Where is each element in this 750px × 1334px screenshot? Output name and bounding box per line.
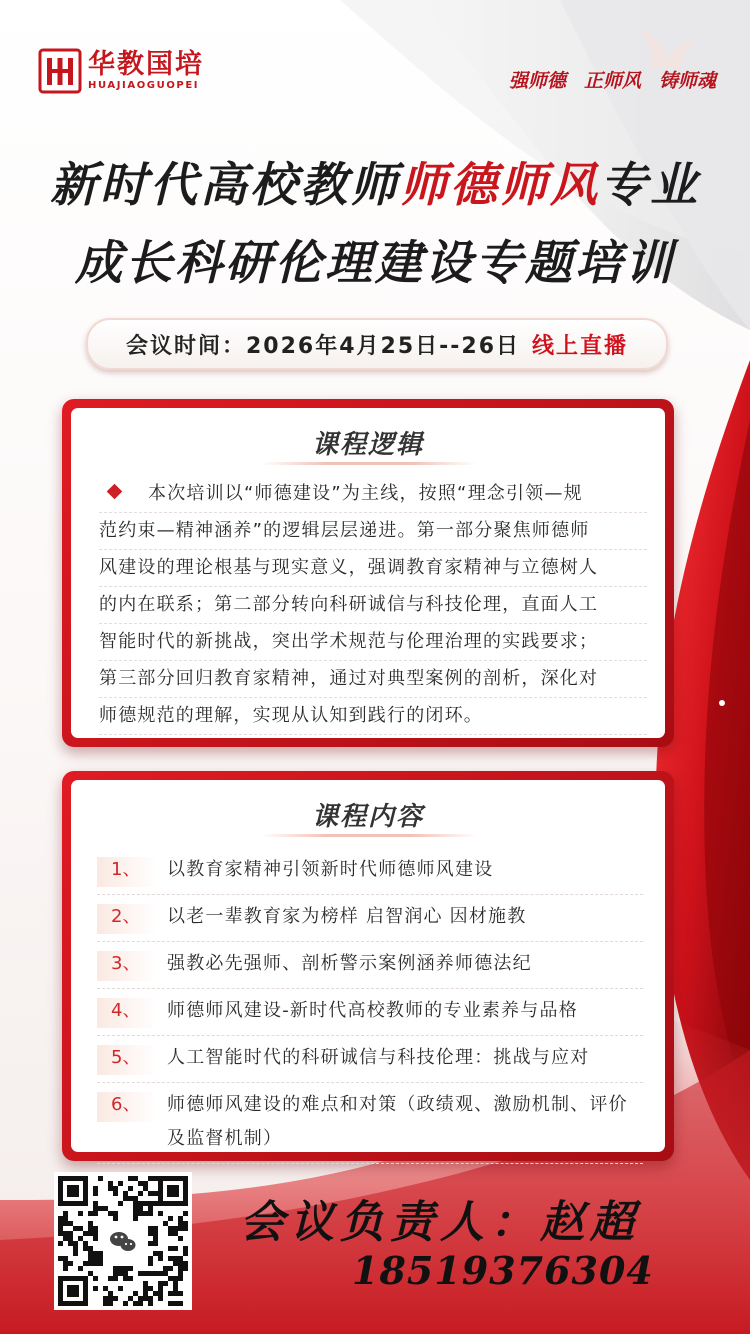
item-text: 师德师风建设-新时代高校教师的专业素养与品格 bbox=[167, 1000, 578, 1021]
slogan-3: 铸师魂 bbox=[658, 70, 716, 92]
title-line-1-pre: 新时代高校教师 bbox=[50, 158, 400, 213]
list-item bbox=[97, 895, 643, 942]
slogan-2: 正师风 bbox=[583, 70, 641, 92]
logic-line: 智能时代的新挑战，突出学术规范与伦理治理的实践要求； bbox=[99, 624, 647, 661]
logic-line: 范约束—精神涵养”的逻辑层层递进。第一部分聚焦师德师 bbox=[99, 513, 647, 550]
course-logic-title: 课程逻辑 bbox=[311, 430, 424, 460]
title-line-1 bbox=[0, 148, 750, 215]
title-underline bbox=[261, 834, 477, 837]
item-number: 2、 bbox=[97, 900, 167, 934]
wechat-qr-icon[interactable] bbox=[54, 1172, 192, 1310]
title-line-2: 成长科研伦理建设专题培训 bbox=[75, 236, 675, 291]
logo-mark-icon bbox=[38, 48, 82, 94]
contact-phone: 18519376304 bbox=[352, 1248, 654, 1293]
course-logic-body bbox=[99, 476, 647, 735]
logic-line: 师德规范的理解，实现从认知到践行的闭环。 bbox=[99, 698, 647, 735]
list-item bbox=[97, 848, 643, 895]
brand-name-en: HUAJIAOGUOPEI bbox=[88, 80, 200, 91]
title-highlight: 师德师风 bbox=[400, 158, 600, 213]
logic-line-text: 本次培训以“师德建设”为主线，按照“理念引领—规 bbox=[148, 483, 583, 504]
logic-line: 第三部分回归教育家精神，通过对典型案例的剖析，深化对 bbox=[99, 661, 647, 698]
item-number: 4、 bbox=[97, 994, 167, 1028]
item-number: 1、 bbox=[97, 853, 167, 887]
item-text: 以教育家精神引领新时代师德师风建设 bbox=[167, 859, 494, 880]
brand-name-cn: 华教国培 bbox=[88, 49, 204, 80]
list-item bbox=[97, 942, 643, 989]
course-content-list bbox=[97, 848, 643, 1164]
logic-line bbox=[99, 476, 647, 513]
slogan bbox=[509, 66, 716, 93]
title-line-1-post: 专业 bbox=[600, 158, 700, 213]
logic-line: 的内在联系；第二部分转向科研诚信与科技伦理，直面人工 bbox=[99, 587, 647, 624]
diamond-bullet-icon bbox=[107, 484, 123, 500]
slogan-1: 强师德 bbox=[508, 70, 566, 92]
brand-logo bbox=[38, 48, 204, 94]
meeting-label: 会议时间： bbox=[125, 333, 246, 359]
list-item bbox=[97, 1083, 643, 1164]
course-content-title: 课程内容 bbox=[311, 802, 424, 832]
list-item bbox=[97, 1036, 643, 1083]
logic-line: 风建设的理论根基与现实意义，强调教育家精神与立德树人 bbox=[99, 550, 647, 587]
meeting-time-bar bbox=[86, 318, 668, 370]
item-text: 人工智能时代的科研诚信与科技伦理：挑战与应对 bbox=[167, 1047, 590, 1068]
contact-person: 会议负责人：赵超 bbox=[240, 1197, 640, 1248]
meeting-date: 2026年4月25日--26日 bbox=[245, 333, 521, 359]
item-text: 师德师风建设的难点和对策（政绩观、激励机制、评价及监督机制） bbox=[167, 1094, 628, 1149]
item-number: 3、 bbox=[97, 947, 167, 981]
item-text: 强教必先强师、剖析警示案例涵养师德法纪 bbox=[167, 953, 532, 974]
list-item bbox=[97, 989, 643, 1036]
meeting-mode: 线上直播 bbox=[532, 333, 629, 359]
course-logic-card bbox=[62, 399, 674, 747]
title-underline bbox=[261, 462, 477, 465]
item-number: 5、 bbox=[97, 1041, 167, 1075]
item-number: 6、 bbox=[97, 1088, 167, 1156]
item-text: 以老一辈教育家为榜样 启智润心 因材施教 bbox=[167, 906, 527, 927]
course-content-card bbox=[62, 771, 674, 1161]
